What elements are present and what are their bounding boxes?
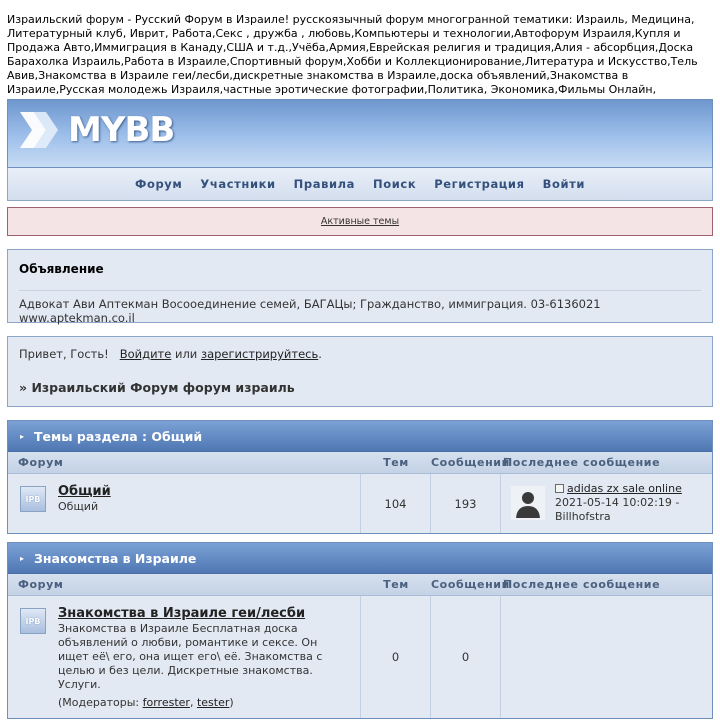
category-header[interactable] [8,543,712,574]
col-forum: Форум [18,456,64,469]
chevron-logo-icon [18,106,62,154]
welcome-line [19,347,701,361]
login-link[interactable]: Войдите [119,347,172,361]
nav-register[interactable]: Регистрация [434,177,525,191]
category-title: Темы раздела : Общий [34,428,203,444]
moderator-separator: , [189,696,194,709]
last-post-cell [501,596,712,718]
active-topics-link[interactable]: Активные темы [320,216,400,227]
last-post-cell [501,474,712,533]
category-general [7,420,713,534]
col-topics: Тем [383,578,409,591]
last-post-link[interactable]: adidas zx sale online [567,482,682,495]
announcement-box [7,249,713,323]
col-forum: Форум [18,578,64,591]
forum-title-link[interactable]: Знакомства в Израиле геи/лесби [58,606,306,621]
post-icon [555,484,564,493]
col-last-post: Последнее сообщение [503,456,661,469]
nav-forum[interactable]: Форум [134,177,183,191]
main-navigation [7,168,713,201]
active-topics-bar [7,207,713,236]
or-text: или [174,347,198,361]
column-headers [8,574,712,596]
forum-cell [8,474,361,533]
announcement-title: Объявление [19,262,104,276]
greeting-text: Привет, Гость! [19,347,109,361]
forum-description: Знакомства в Израиле Бесплатная доска объявлений о любви, романтике и сексе. Он ищет её\ его, она ищет его\ её. Знакомства с целью и без цели. Дискретные знакомства. Услуги. [58,622,323,691]
user-silhouette-icon [511,486,545,520]
last-post-date: 2021-05-14 10:02:19 - [555,496,680,509]
forum-status-icon: IPB [20,608,46,634]
topics-count: 0 [361,596,431,718]
forum-row [8,596,712,718]
announcement-text: Адвокат Ави Аптекман Восооединение семей, БАГАЦы; Гражданство, иммиграция. 03-6136021 www.aptekman.co.il [19,290,701,325]
moderators [58,696,350,709]
breadcrumb-prefix: » [19,380,28,395]
forum-title-link[interactable]: Общий [58,484,111,499]
forum-cell [8,596,361,718]
welcome-box [7,336,713,407]
last-post-author: Billhofstra [555,510,611,523]
col-topics: Тем [383,456,409,469]
forum-row [8,474,712,533]
nav-search[interactable]: Поиск [373,177,417,191]
category-header[interactable] [8,421,712,452]
topics-count: 104 [361,474,431,533]
site-description: Израильский форум - Русский Форум в Израиле! русскоязычный форум многогранной тематики: Израиль, Медицина, Литературный клуб, Иврит, Работа,Секс , дружба , любовь,Компьютеры и технологии,Автофорум Израиля,Купля и Продажа Авто,Иммиграция в Канаду,США и т.д.,Учёба,Армия,Еврейская религия и традиция,Алия - абсорбция,Доска Барахолка Израиль,Работа в Израиле,Спортивный форум,Хобби и Коллекционирование,Литература и Искусство,Тель Авив,Знакомства в Израиле геи/лесби,дискретные знакомства в Израиле,доска объявлений,Знакомства в Израиле,Русская молодежь Израиля,частные эротические фотографии,Политика, Экономика,Фильмы Онлайн, [7,13,698,96]
posts-count: 193 [431,474,501,533]
moderators-end: ) [229,696,234,709]
expand-arrow-icon: ▸ [20,553,25,563]
nav-login[interactable]: Войти [542,177,586,191]
avatar[interactable] [511,486,545,520]
header-banner [7,99,713,168]
forum-status-icon: IPB [20,486,46,512]
moderator-link[interactable]: forrester [142,696,190,709]
column-headers [8,452,712,474]
moderators-label: (Модераторы: [58,696,140,709]
category-title: Знакомства в Израиле [34,550,197,566]
col-posts: Сообщений [431,456,510,469]
breadcrumb-title: Израильский Форум форум израиль [31,380,295,395]
nav-rules[interactable]: Правила [293,177,356,191]
category-dating [7,542,713,719]
breadcrumb [19,380,701,395]
posts-count: 0 [431,596,501,718]
welcome-period: . [318,347,322,361]
expand-arrow-icon: ▸ [20,431,25,441]
nav-members[interactable]: Участники [200,177,276,191]
mybb-logo[interactable] [18,106,174,154]
col-last-post: Последнее сообщение [503,578,661,591]
forum-description: Общий [58,500,99,513]
register-link[interactable]: зарегистрируйтесь [200,347,319,361]
logo-text: MYBB [68,110,175,150]
moderator-link[interactable]: tester [196,696,230,709]
col-posts: Сообщений [431,578,510,591]
